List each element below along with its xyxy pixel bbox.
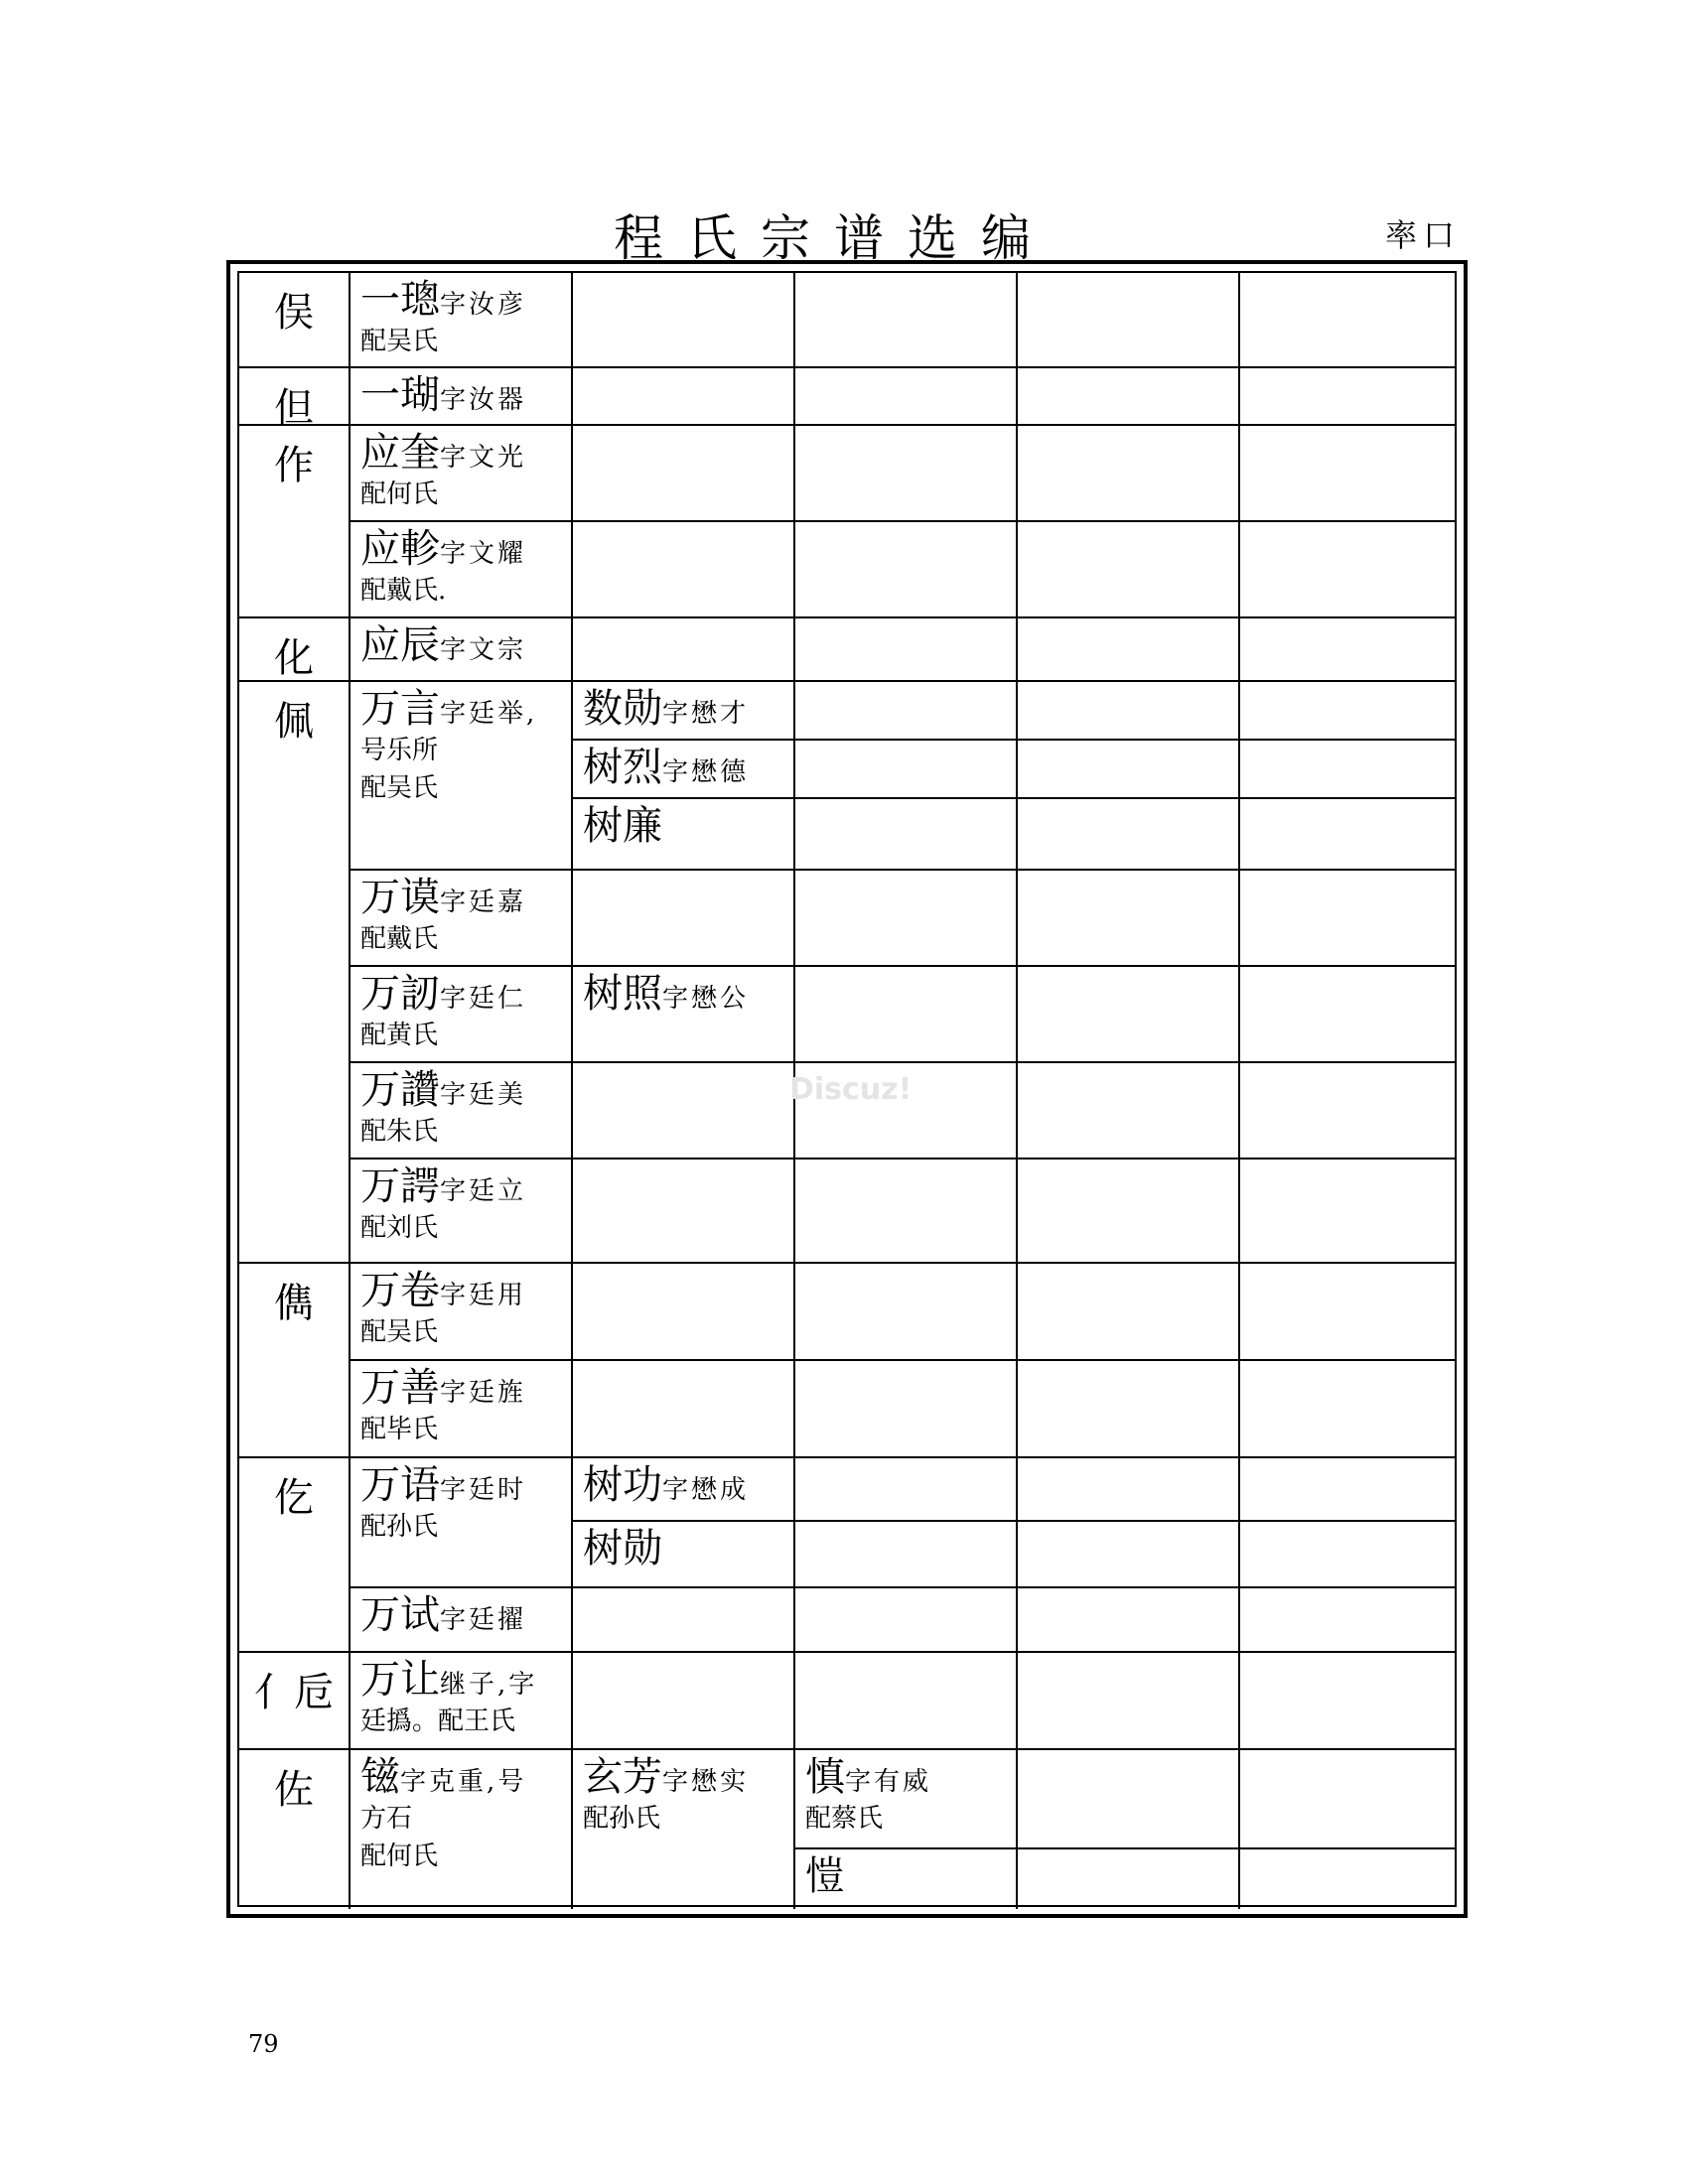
empty-cell [1018, 368, 1240, 426]
gen-marker: 化 [239, 618, 351, 682]
entry-cell [351, 1750, 573, 1909]
empty-cell [1240, 618, 1457, 682]
entry-cell [351, 522, 573, 618]
person-name: 万试 [360, 1592, 440, 1638]
gen-marker: 儁 [239, 1264, 351, 1458]
entry-cell [351, 273, 573, 368]
courtesy-name: 字廷举, [440, 699, 538, 729]
person-name: 镃 [360, 1754, 400, 1800]
spouse-note: 配吴氏 [360, 773, 439, 803]
title-note: 号乐所 [360, 736, 439, 765]
courtesy-name: 字有威 [845, 1767, 932, 1797]
entry-cell [573, 682, 795, 741]
entry-cell [351, 682, 573, 871]
courtesy-name: 字文耀 [440, 539, 527, 569]
empty-cell [573, 1160, 795, 1264]
empty-cell [795, 799, 1018, 871]
empty-cell [1240, 1522, 1457, 1588]
empty-cell [795, 1264, 1018, 1361]
person-name: 万讚 [360, 1067, 440, 1113]
spouse-note: 配蔡氏 [805, 1804, 884, 1834]
empty-cell [1018, 871, 1240, 967]
courtesy-name: 字懋实 [662, 1767, 750, 1797]
entry-cell [351, 1653, 573, 1750]
empty-cell [795, 522, 1018, 618]
empty-cell [795, 741, 1018, 799]
entry-cell [795, 1849, 1018, 1909]
empty-cell [1018, 1750, 1240, 1849]
empty-cell [1018, 1264, 1240, 1361]
gen-marker: 亻卮 [239, 1653, 351, 1750]
courtesy-name: 字文宗 [440, 635, 527, 665]
person-name: 万语 [360, 1462, 440, 1508]
empty-cell [1240, 799, 1457, 871]
person-name: 树功 [583, 1462, 662, 1508]
courtesy-name: 字廷时 [440, 1475, 527, 1505]
entry-cell [351, 368, 573, 426]
person-name: 一瑚 [360, 372, 440, 418]
empty-cell [573, 522, 795, 618]
empty-cell [1018, 682, 1240, 741]
person-name: 万訒 [360, 971, 440, 1017]
empty-cell [1240, 1849, 1457, 1909]
empty-cell [795, 618, 1018, 682]
entry-cell [351, 1361, 573, 1458]
spouse-note: 配孙氏 [583, 1804, 661, 1834]
empty-cell [1240, 967, 1457, 1063]
spouse-note: 配吴氏 [360, 1317, 439, 1347]
courtesy-name: 字懋公 [662, 984, 750, 1014]
person-name: 万善 [360, 1365, 440, 1411]
empty-cell [1018, 967, 1240, 1063]
spouse-note: 配何氏 [360, 1842, 439, 1871]
entry-cell [351, 871, 573, 967]
person-name: 树照 [583, 971, 662, 1017]
empty-cell [1240, 1750, 1457, 1849]
gen-marker: 佐 [239, 1750, 351, 1909]
empty-cell [573, 368, 795, 426]
empty-cell [1240, 522, 1457, 618]
empty-cell [573, 273, 795, 368]
empty-cell [1240, 426, 1457, 522]
person-name: 玄芳 [583, 1754, 662, 1800]
entry-cell [573, 967, 795, 1063]
person-name: 万諤 [360, 1163, 440, 1209]
entry-cell [573, 1458, 795, 1522]
gen-marker: 作 [239, 426, 351, 618]
courtesy-name: 字汝器 [440, 385, 527, 415]
courtesy-name: 字懋才 [662, 699, 750, 729]
empty-cell [795, 682, 1018, 741]
empty-cell [795, 1361, 1018, 1458]
entry-cell [351, 618, 573, 682]
empty-cell [1240, 1264, 1457, 1361]
entry-cell [351, 426, 573, 522]
empty-cell [573, 426, 795, 522]
empty-cell [1018, 1361, 1240, 1458]
empty-cell [573, 1264, 795, 1361]
empty-cell [795, 426, 1018, 522]
courtesy-name: 字懋德 [662, 757, 750, 787]
entry-cell [351, 1160, 573, 1264]
empty-cell [795, 1653, 1018, 1750]
person-name: 万让 [360, 1657, 440, 1703]
spouse-note: 配吴氏 [360, 327, 439, 356]
page-title: 程氏宗谱选编 [614, 209, 1055, 267]
empty-cell [795, 1588, 1018, 1653]
spouse-note: 配何氏 [360, 479, 439, 509]
empty-cell [573, 618, 795, 682]
empty-cell [1240, 871, 1457, 967]
empty-cell [1018, 618, 1240, 682]
person-name: 应奎 [360, 430, 440, 476]
courtesy-name: 字懋成 [662, 1475, 750, 1505]
watermark: Discuz! [789, 1072, 913, 1107]
entry-cell [573, 741, 795, 799]
entry-cell [573, 1750, 795, 1909]
empty-cell [1240, 1588, 1457, 1653]
empty-cell [573, 871, 795, 967]
page-number: 79 [248, 2030, 279, 2058]
place-label: 率口 [1385, 216, 1462, 254]
person-name: 应軫 [360, 526, 440, 572]
person-name: 树烈 [583, 745, 662, 790]
courtesy-name: 字廷嘉 [440, 887, 527, 917]
entry-cell [351, 1458, 573, 1588]
empty-cell [1018, 1160, 1240, 1264]
spouse-note: 配毕氏 [360, 1415, 439, 1444]
empty-cell [1240, 1361, 1457, 1458]
entry-cell [573, 799, 795, 871]
courtesy-name: 字廷立 [440, 1176, 527, 1206]
gen-marker: 但 [239, 368, 351, 426]
entry-cell [351, 967, 573, 1063]
empty-cell [1018, 1063, 1240, 1160]
spouse-note: 配孙氏 [360, 1512, 439, 1542]
person-name: 万谟 [360, 875, 440, 920]
spouse-note: 配戴氏 [360, 924, 439, 954]
empty-cell [1018, 426, 1240, 522]
empty-cell [1240, 1160, 1457, 1264]
spouse-note: 配黄氏 [360, 1021, 439, 1050]
empty-cell [1240, 741, 1457, 799]
courtesy-name: 继子,字 [440, 1670, 538, 1700]
person-name: 树勋 [583, 1526, 662, 1571]
empty-cell [795, 273, 1018, 368]
empty-cell [1018, 741, 1240, 799]
entry-cell [351, 1063, 573, 1160]
person-name: 万卷 [360, 1268, 440, 1313]
empty-cell [1018, 273, 1240, 368]
title-note: 方石 [360, 1804, 413, 1834]
empty-cell [795, 1160, 1018, 1264]
empty-cell [1240, 1653, 1457, 1750]
entry-cell [795, 1750, 1018, 1849]
person-name: 万言 [360, 686, 440, 732]
spouse-note: 配戴氏. [360, 576, 447, 606]
spouse-note: 廷撝。配王氏 [360, 1706, 516, 1736]
empty-cell [1018, 1849, 1240, 1909]
gen-marker: 俣 [239, 273, 351, 368]
spouse-note: 配朱氏 [360, 1117, 439, 1147]
gen-marker: 仡 [239, 1458, 351, 1653]
spouse-note: 配刘氏 [360, 1213, 439, 1243]
entry-cell [351, 1588, 573, 1653]
empty-cell [1240, 682, 1457, 741]
courtesy-name: 字文光 [440, 443, 527, 473]
person-name: 一璁 [360, 277, 440, 323]
empty-cell [573, 1588, 795, 1653]
empty-cell [573, 1361, 795, 1458]
courtesy-name: 字廷旌 [440, 1378, 527, 1408]
courtesy-name: 字廷用 [440, 1281, 527, 1310]
person-name: 树廉 [583, 803, 662, 849]
empty-cell [1240, 273, 1457, 368]
entry-cell [573, 1522, 795, 1588]
person-name: 数勋 [583, 686, 662, 732]
person-name: 慎 [805, 1754, 845, 1800]
empty-cell [573, 1063, 795, 1160]
empty-cell [795, 871, 1018, 967]
empty-cell [1018, 1588, 1240, 1653]
courtesy-name: 字廷美 [440, 1080, 527, 1110]
person-name: 应辰 [360, 622, 440, 668]
empty-cell [1240, 368, 1457, 426]
empty-cell [795, 1522, 1018, 1588]
person-name: 愷 [805, 1853, 845, 1899]
empty-cell [795, 967, 1018, 1063]
empty-cell [1240, 1458, 1457, 1522]
entry-cell [351, 1264, 573, 1361]
empty-cell [1018, 1522, 1240, 1588]
courtesy-name: 字廷擢 [440, 1605, 527, 1635]
courtesy-name: 字克重,号 [400, 1767, 527, 1797]
empty-cell [795, 368, 1018, 426]
empty-cell [1018, 799, 1240, 871]
gen-marker: 佩 [239, 682, 351, 1264]
courtesy-name: 字汝彦 [440, 290, 527, 320]
courtesy-name: 字廷仁 [440, 984, 527, 1014]
empty-cell [1018, 1458, 1240, 1522]
empty-cell [1018, 522, 1240, 618]
empty-cell [795, 1458, 1018, 1522]
empty-cell [573, 1653, 795, 1750]
empty-cell [1018, 1653, 1240, 1750]
empty-cell [1240, 1063, 1457, 1160]
